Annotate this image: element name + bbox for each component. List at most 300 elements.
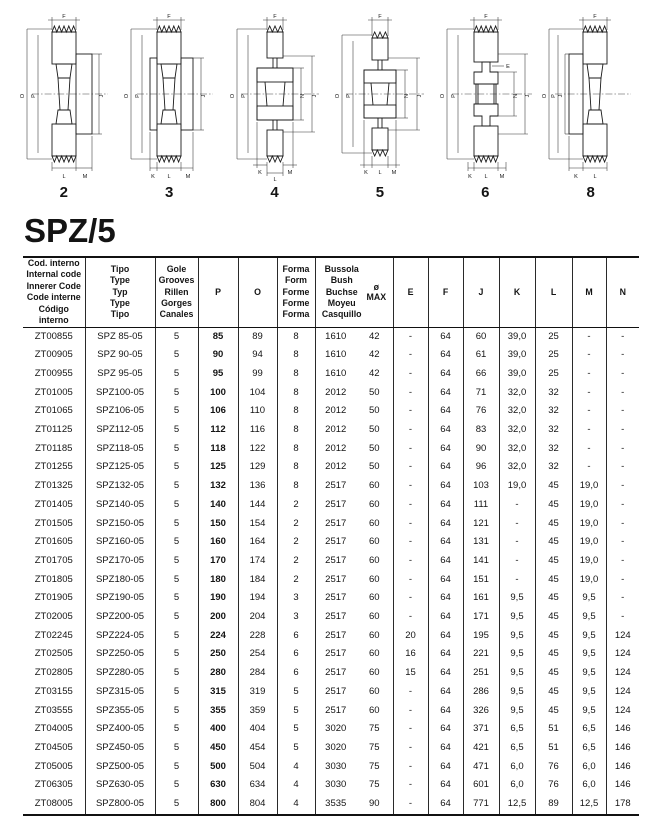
cell-o: 194: [238, 589, 277, 608]
cell-j: 371: [463, 720, 499, 739]
dim-label-l: L: [62, 174, 66, 180]
cell-f: 64: [428, 515, 463, 534]
cell-code: ZT04505: [23, 739, 85, 758]
pulley-diagram-form-3: [117, 8, 221, 210]
cell-n: -: [606, 496, 639, 515]
cell-o: 94: [238, 346, 277, 365]
dim-label-p: P: [346, 94, 353, 98]
cell-k: 39,0: [499, 365, 535, 384]
cell-o: 144: [238, 496, 277, 515]
diameter-icon: ø: [373, 282, 379, 293]
cell-form: 4: [277, 758, 315, 777]
cell-m: -: [572, 440, 606, 459]
dim-label-l: L: [273, 177, 277, 182]
cell-m: -: [572, 402, 606, 421]
cell-n: -: [606, 608, 639, 627]
cell-k: 6,0: [499, 758, 535, 777]
cell-grooves: 5: [155, 327, 198, 346]
cell-o: 254: [238, 645, 277, 664]
cell-p: 106: [198, 402, 238, 421]
dim-label-l: L: [484, 174, 488, 180]
cell-l: 45: [535, 477, 572, 496]
cell-bush: 1610: [315, 346, 356, 365]
dim-label-o: O: [124, 93, 131, 99]
cell-omax: 60: [356, 533, 393, 552]
cell-form: 8: [277, 327, 315, 346]
cell-n: 146: [606, 720, 639, 739]
cell-form: 3: [277, 608, 315, 627]
cell-k: 9,5: [499, 702, 535, 721]
cell-e: -: [393, 589, 428, 608]
pulley-diagram-form-5: [328, 8, 432, 210]
cell-code: ZT01005: [23, 384, 85, 403]
cell-omax: 60: [356, 477, 393, 496]
cell-type: SPZ180-05: [85, 571, 155, 590]
cell-bush: 2012: [315, 440, 356, 459]
cell-j: 61: [463, 346, 499, 365]
cell-form: 6: [277, 627, 315, 646]
cell-j: 151: [463, 571, 499, 590]
cell-m: 9,5: [572, 702, 606, 721]
cell-f: 64: [428, 384, 463, 403]
header-k: K: [499, 257, 535, 327]
cell-l: 32: [535, 458, 572, 477]
cell-e: -: [393, 327, 428, 346]
cell-n: 146: [606, 739, 639, 758]
header-code: Cod. interno Internal code Innerer Code Code interne Código interno: [23, 257, 85, 327]
pulley-diagram-form-4: [223, 8, 327, 210]
cell-j: 103: [463, 477, 499, 496]
cell-l: 45: [535, 496, 572, 515]
cell-o: 89: [238, 327, 277, 346]
cell-form: 5: [277, 702, 315, 721]
cell-type: SPZ106-05: [85, 402, 155, 421]
header-bush: Bussola Bush Buchse Moyeu Casquillo: [321, 263, 362, 320]
cell-m: 9,5: [572, 645, 606, 664]
cell-o: 122: [238, 440, 277, 459]
cell-bush: 3020: [315, 720, 356, 739]
cell-k: 39,0: [499, 346, 535, 365]
pulley-cross-section-drawing: [117, 8, 221, 182]
dim-label-f: F: [167, 14, 172, 20]
cell-n: 124: [606, 683, 639, 702]
cell-l: 45: [535, 571, 572, 590]
form-number: 5: [375, 184, 385, 201]
cell-bush: 2517: [315, 589, 356, 608]
dim-label-n: N: [404, 93, 411, 99]
cell-p: 450: [198, 739, 238, 758]
dim-label-j: J: [201, 94, 208, 98]
cell-m: 19,0: [572, 552, 606, 571]
form-number: 8: [586, 184, 596, 201]
cell-o: 99: [238, 365, 277, 384]
cell-e: -: [393, 776, 428, 795]
cell-e: -: [393, 758, 428, 777]
cell-p: 85: [198, 327, 238, 346]
cell-e: -: [393, 346, 428, 365]
header-bush-diameter-max: [315, 257, 393, 327]
cell-j: 83: [463, 421, 499, 440]
cell-e: -: [393, 571, 428, 590]
cell-m: 19,0: [572, 533, 606, 552]
cell-o: 164: [238, 533, 277, 552]
header-j: J: [463, 257, 499, 327]
cell-bush: 2012: [315, 458, 356, 477]
cell-p: 118: [198, 440, 238, 459]
header-grooves: Gole Grooves Rillen Gorges Canales: [155, 257, 198, 327]
cell-o: 129: [238, 458, 277, 477]
table-row: [23, 758, 639, 777]
cell-l: 45: [535, 702, 572, 721]
cell-e: -: [393, 533, 428, 552]
cell-f: 64: [428, 365, 463, 384]
cell-m: 9,5: [572, 627, 606, 646]
header-diameter-max: ø MAX: [366, 282, 387, 303]
cell-grooves: 5: [155, 627, 198, 646]
cell-n: -: [606, 365, 639, 384]
table-row: [23, 384, 639, 403]
cell-p: 355: [198, 702, 238, 721]
dim-label-m: M: [287, 170, 293, 176]
cell-code: ZT02005: [23, 608, 85, 627]
cell-k: 32,0: [499, 384, 535, 403]
cell-bush: 2517: [315, 608, 356, 627]
dim-label-p: P: [135, 94, 142, 98]
cell-grooves: 5: [155, 346, 198, 365]
dim-label-j: J: [417, 94, 424, 98]
cell-bush: 2012: [315, 421, 356, 440]
dim-label-p: P: [31, 94, 37, 98]
cell-code: ZT00955: [23, 365, 85, 384]
cell-j: 421: [463, 739, 499, 758]
header-m: M: [572, 257, 606, 327]
cell-type: SPZ280-05: [85, 664, 155, 683]
pulley-diagram-form-6: [434, 8, 538, 210]
cell-k: 32,0: [499, 421, 535, 440]
cell-omax: 60: [356, 683, 393, 702]
cell-p: 95: [198, 365, 238, 384]
cell-j: 221: [463, 645, 499, 664]
cell-code: ZT01805: [23, 571, 85, 590]
cell-bush: 2517: [315, 552, 356, 571]
form-number: 2: [59, 184, 69, 201]
cell-e: -: [393, 608, 428, 627]
dim-label-k: K: [574, 174, 578, 180]
cell-k: 32,0: [499, 402, 535, 421]
cell-bush: 2517: [315, 702, 356, 721]
cell-l: 25: [535, 346, 572, 365]
cell-grooves: 5: [155, 552, 198, 571]
cell-omax: 60: [356, 589, 393, 608]
cell-f: 64: [428, 496, 463, 515]
dim-label-e: E: [505, 64, 510, 70]
cell-o: 284: [238, 664, 277, 683]
form-number: 3: [164, 184, 174, 201]
dim-label-j: J: [557, 94, 564, 98]
cell-m: -: [572, 365, 606, 384]
cell-n: -: [606, 589, 639, 608]
cell-m: -: [572, 384, 606, 403]
cell-form: 8: [277, 458, 315, 477]
cell-j: 96: [463, 458, 499, 477]
dim-label-f: F: [483, 14, 488, 20]
cell-p: 112: [198, 421, 238, 440]
cell-form: 5: [277, 739, 315, 758]
cell-bush: 2517: [315, 533, 356, 552]
header-f: F: [428, 257, 463, 327]
cell-l: 45: [535, 589, 572, 608]
cell-omax: 50: [356, 384, 393, 403]
cell-l: 45: [535, 683, 572, 702]
pulley-cross-section-drawing: [12, 8, 116, 182]
cell-f: 64: [428, 739, 463, 758]
cell-grooves: 5: [155, 739, 198, 758]
cell-form: 2: [277, 571, 315, 590]
cell-k: 39,0: [499, 327, 535, 346]
dim-label-m: M: [82, 174, 88, 180]
dim-label-f: F: [378, 14, 382, 20]
dim-label-f: F: [593, 14, 597, 20]
cell-f: 64: [428, 645, 463, 664]
pulley-cross-section-drawing: [328, 8, 432, 182]
cell-code: ZT03555: [23, 702, 85, 721]
cell-p: 90: [198, 346, 238, 365]
header-form: Forma Form Forme Forme Forma: [277, 257, 315, 327]
dim-label-k: K: [467, 174, 472, 180]
cell-grooves: 5: [155, 477, 198, 496]
cell-type: SPZ224-05: [85, 627, 155, 646]
cell-k: -: [499, 552, 535, 571]
cell-type: SPZ190-05: [85, 589, 155, 608]
cell-l: 51: [535, 720, 572, 739]
cell-omax: 60: [356, 645, 393, 664]
cell-type: SPZ355-05: [85, 702, 155, 721]
cell-grooves: 5: [155, 496, 198, 515]
cell-bush: 3030: [315, 776, 356, 795]
table-row: [23, 458, 639, 477]
cell-f: 64: [428, 627, 463, 646]
cell-f: 64: [428, 477, 463, 496]
cell-j: 601: [463, 776, 499, 795]
table-row: [23, 776, 639, 795]
cell-bush: 2517: [315, 515, 356, 534]
cell-o: 184: [238, 571, 277, 590]
cell-form: 2: [277, 552, 315, 571]
cell-m: -: [572, 458, 606, 477]
cell-bush: 2012: [315, 384, 356, 403]
cell-form: 8: [277, 384, 315, 403]
cell-grooves: 5: [155, 384, 198, 403]
cell-omax: 42: [356, 365, 393, 384]
cell-n: 146: [606, 758, 639, 777]
cell-code: ZT02245: [23, 627, 85, 646]
header-o: O: [238, 257, 277, 327]
cell-k: -: [499, 496, 535, 515]
cell-omax: 60: [356, 702, 393, 721]
cell-k: 9,5: [499, 608, 535, 627]
cell-m: 19,0: [572, 515, 606, 534]
table-row: [23, 496, 639, 515]
cell-p: 280: [198, 664, 238, 683]
cell-form: 4: [277, 776, 315, 795]
cell-code: ZT08005: [23, 795, 85, 815]
cell-j: 71: [463, 384, 499, 403]
cell-code: ZT03155: [23, 683, 85, 702]
form-number: 4: [270, 184, 280, 201]
cell-code: ZT01325: [23, 477, 85, 496]
cell-omax: 60: [356, 552, 393, 571]
cell-code: ZT01405: [23, 496, 85, 515]
cell-e: -: [393, 702, 428, 721]
cell-n: 124: [606, 645, 639, 664]
table-row: [23, 589, 639, 608]
cell-bush: 2517: [315, 496, 356, 515]
cell-f: 64: [428, 571, 463, 590]
cell-p: 190: [198, 589, 238, 608]
cell-type: SPZ100-05: [85, 384, 155, 403]
cell-k: 19,0: [499, 477, 535, 496]
cell-omax: 42: [356, 346, 393, 365]
cell-k: -: [499, 533, 535, 552]
cell-m: 19,0: [572, 571, 606, 590]
cell-n: -: [606, 384, 639, 403]
cell-n: 124: [606, 664, 639, 683]
cell-l: 51: [535, 739, 572, 758]
page-title: SPZ/5: [24, 212, 116, 249]
dim-label-k: K: [364, 170, 369, 176]
cell-e: 20: [393, 627, 428, 646]
table-row: [23, 365, 639, 384]
cell-m: 9,5: [572, 664, 606, 683]
table-row: [23, 627, 639, 646]
table-row: [23, 515, 639, 534]
cell-e: -: [393, 683, 428, 702]
cell-l: 45: [535, 627, 572, 646]
cell-k: 12,5: [499, 795, 535, 815]
cell-p: 800: [198, 795, 238, 815]
cell-type: SPZ170-05: [85, 552, 155, 571]
table-row: [23, 739, 639, 758]
table-row: [23, 645, 639, 664]
table-row: [23, 440, 639, 459]
cell-p: 400: [198, 720, 238, 739]
header-type: Tipo Type Typ Type Tipo: [85, 257, 155, 327]
cell-k: -: [499, 515, 535, 534]
cell-omax: 75: [356, 739, 393, 758]
cell-bush: 3020: [315, 739, 356, 758]
cell-m: 6,0: [572, 758, 606, 777]
table-header: [23, 257, 639, 327]
cell-k: 9,5: [499, 645, 535, 664]
cell-omax: 60: [356, 664, 393, 683]
dim-label-l: L: [378, 170, 382, 176]
table-row: [23, 346, 639, 365]
cell-code: ZT01605: [23, 533, 85, 552]
cell-o: 116: [238, 421, 277, 440]
cell-n: -: [606, 458, 639, 477]
cell-form: 2: [277, 533, 315, 552]
cell-k: 6,0: [499, 776, 535, 795]
dim-label-p: P: [450, 94, 457, 98]
table-row: [23, 402, 639, 421]
dim-label-n: N: [512, 93, 519, 99]
cell-o: 804: [238, 795, 277, 815]
cell-m: -: [572, 327, 606, 346]
cell-j: 326: [463, 702, 499, 721]
cell-f: 64: [428, 440, 463, 459]
cell-l: 32: [535, 402, 572, 421]
dim-label-k: K: [151, 174, 156, 180]
cell-form: 8: [277, 346, 315, 365]
cell-grooves: 5: [155, 571, 198, 590]
cell-type: SPZ 85-05: [85, 327, 155, 346]
table-row: [23, 664, 639, 683]
cell-form: 8: [277, 421, 315, 440]
cell-omax: 42: [356, 327, 393, 346]
spec-table: [23, 256, 639, 816]
cell-p: 160: [198, 533, 238, 552]
cell-n: -: [606, 327, 639, 346]
cell-n: -: [606, 515, 639, 534]
cell-k: 32,0: [499, 440, 535, 459]
cell-grooves: 5: [155, 533, 198, 552]
cell-p: 170: [198, 552, 238, 571]
cell-grooves: 5: [155, 515, 198, 534]
cell-code: ZT00855: [23, 327, 85, 346]
cell-l: 45: [535, 533, 572, 552]
cell-o: 136: [238, 477, 277, 496]
cell-form: 6: [277, 645, 315, 664]
cell-code: ZT05005: [23, 758, 85, 777]
cell-n: -: [606, 440, 639, 459]
cell-e: -: [393, 552, 428, 571]
cell-j: 76: [463, 402, 499, 421]
cell-e: -: [393, 384, 428, 403]
cell-o: 634: [238, 776, 277, 795]
cell-code: ZT00905: [23, 346, 85, 365]
cell-e: -: [393, 440, 428, 459]
cell-p: 200: [198, 608, 238, 627]
table-row: [23, 327, 639, 346]
cell-type: SPZ140-05: [85, 496, 155, 515]
cell-grooves: 5: [155, 758, 198, 777]
cell-n: -: [606, 571, 639, 590]
cell-type: SPZ250-05: [85, 645, 155, 664]
cell-o: 154: [238, 515, 277, 534]
dim-label-l: L: [593, 174, 597, 180]
cell-omax: 60: [356, 608, 393, 627]
cell-k: 9,5: [499, 627, 535, 646]
cell-f: 64: [428, 327, 463, 346]
cell-l: 45: [535, 645, 572, 664]
cell-j: 66: [463, 365, 499, 384]
cell-omax: 50: [356, 421, 393, 440]
cell-omax: 90: [356, 795, 393, 815]
cell-code: ZT01125: [23, 421, 85, 440]
cell-grooves: 5: [155, 458, 198, 477]
cell-p: 315: [198, 683, 238, 702]
cell-type: SPZ400-05: [85, 720, 155, 739]
cell-l: 32: [535, 421, 572, 440]
cell-l: 45: [535, 664, 572, 683]
cell-p: 630: [198, 776, 238, 795]
cell-grooves: 5: [155, 776, 198, 795]
cell-n: 124: [606, 702, 639, 721]
cell-m: 6,5: [572, 720, 606, 739]
cell-type: SPZ450-05: [85, 739, 155, 758]
cell-e: -: [393, 720, 428, 739]
dim-label-n: N: [299, 93, 306, 99]
